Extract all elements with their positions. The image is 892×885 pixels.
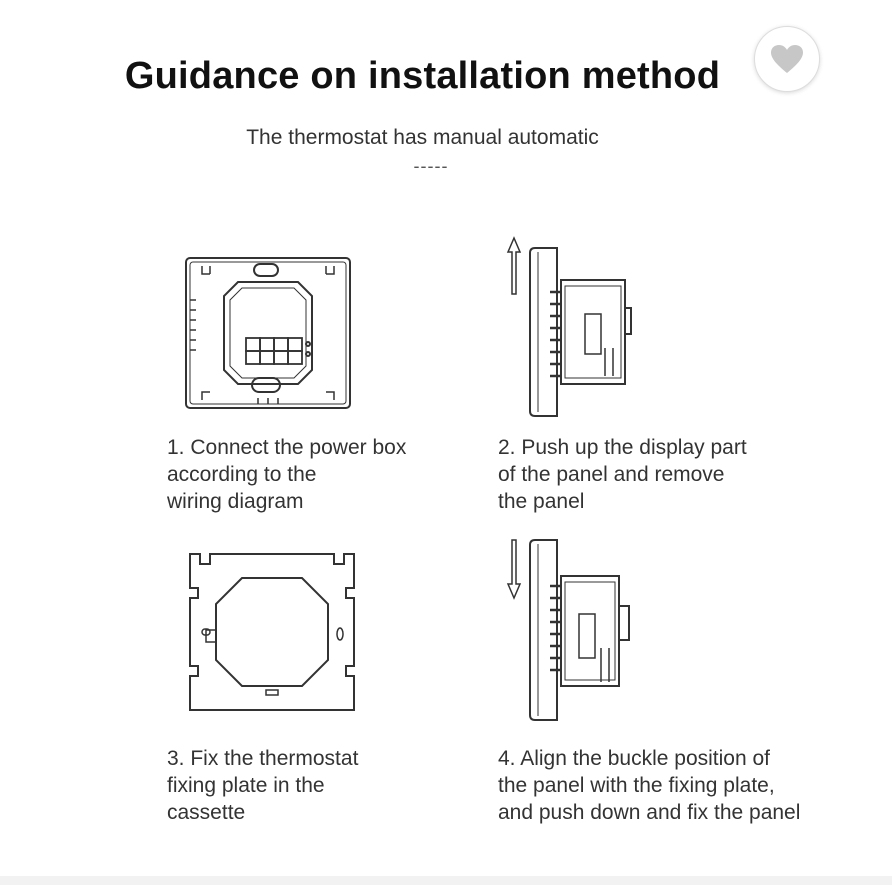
fixing-plate-diagram (186, 550, 358, 714)
step-3-caption (167, 745, 358, 826)
panel-fix-diagram (505, 536, 645, 724)
step-3-line-1: 3. Fix the thermostat (167, 747, 359, 770)
step-2-line-1: 2. Push up the display part (498, 436, 747, 459)
step-4-line-3: and push down and fix the panel (498, 801, 801, 824)
bottom-divider (0, 876, 892, 885)
step-3-line-3: cassette (167, 801, 246, 824)
step-2-line-3: the panel (498, 490, 585, 513)
step-1-line-2: according to the (167, 463, 317, 486)
wiring-box-diagram (180, 252, 356, 414)
step-1-line-1: 1. Connect the power box (167, 436, 407, 459)
step-2-caption (498, 434, 747, 515)
step-2-line-2: of the panel and remove (498, 463, 725, 486)
divider-dashes: ----- (413, 156, 449, 176)
panel-remove-diagram (505, 236, 645, 421)
step-3-line-2: fixing plate in the (167, 774, 325, 797)
page-subtitle: The thermostat has manual automatic (246, 126, 599, 149)
arrow-up-icon (508, 238, 520, 294)
arrow-down-icon (508, 540, 520, 598)
page-title: Guidance on installation method (124, 55, 721, 97)
step-4-line-1: 4. Align the buckle position of (498, 747, 771, 770)
step-1-line-3: wiring diagram (167, 490, 304, 513)
step-4-caption (498, 745, 800, 826)
step-1-caption (167, 434, 406, 515)
step-4-line-2: the panel with the fixing plate, (498, 774, 775, 797)
